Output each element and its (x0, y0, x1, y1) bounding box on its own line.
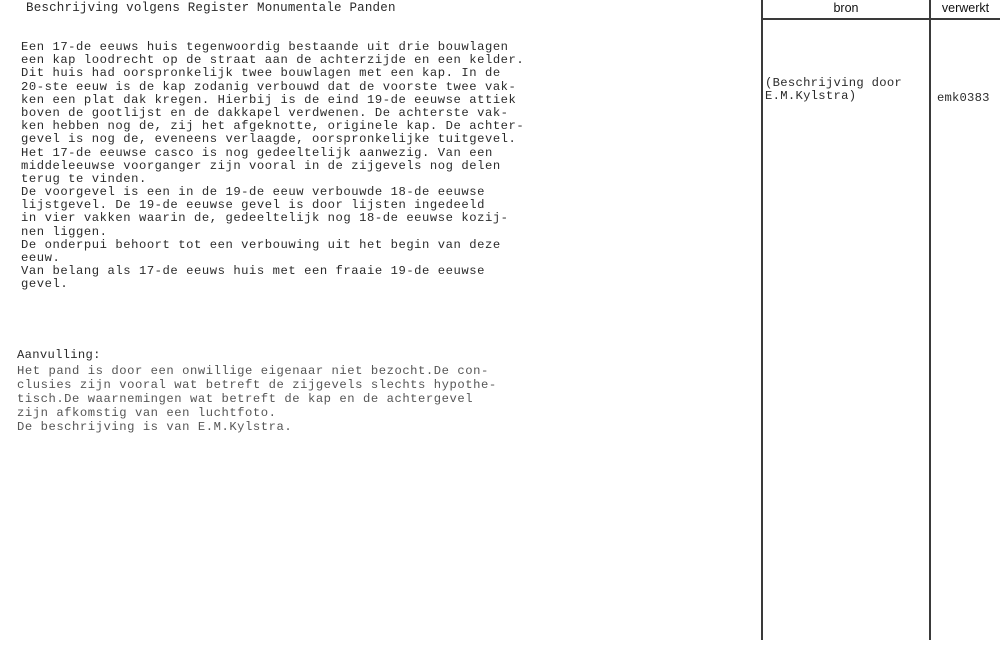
bron-line: (Beschrijving door (765, 76, 903, 90)
aanvulling-line: tisch.De waarnemingen wat betreft de kap en de achtergevel (17, 392, 474, 406)
aanvulling-line: clusies zijn vooral wat betreft de zijgevels slechts hypothe- (17, 378, 497, 392)
page-title: Beschrijving volgens Register Monumentale Panden (26, 1, 396, 15)
description-line: 20-ste eeuw is de kap zodanig verbouwd dat de voorste twee vak- (21, 79, 517, 94)
aanvulling-heading: Aanvulling: (17, 348, 101, 362)
description-line: Dit huis had oorspronkelijk twee bouwlagen met een kap. In de (21, 66, 501, 81)
description-line: gevel is nog de, eveneens verlaagde, oorspronkelijke tuitgevel. (21, 132, 517, 147)
description-line: boven de gootlijst en de dakkapel verdwenen. De achterste vak- (21, 105, 509, 120)
description-line: middeleeuwse voorganger zijn vooral in de zijgevels nog delen (21, 158, 501, 173)
verwerkt-column-header: verwerkt (941, 1, 990, 15)
bron-entry (765, 77, 902, 103)
bron-column-divider (761, 0, 763, 640)
description-line: lijstgevel. De 19-de eeuwse gevel is door lijsten ingedeeld (21, 198, 485, 213)
verwerkt-column-divider (929, 0, 931, 640)
aanvulling-line: Het pand is door een onwillige eigenaar niet bezocht.De con- (17, 364, 489, 378)
description-line: gevel. (21, 277, 69, 292)
description-line: Het 17-de eeuwse casco is nog gedeeltelijk aanwezig. Van een (21, 145, 493, 160)
description-text (21, 41, 524, 292)
aanvulling-text (17, 364, 497, 434)
bron-line: E.M.Kylstra) (765, 89, 857, 104)
description-line: in vier vakken waarin de, gedeeltelijk nog 18-de eeuwse kozij- (21, 211, 509, 226)
description-line: De onderpui behoort tot een verbouwing uit het begin van deze (21, 237, 501, 252)
description-line: eeuw. (21, 251, 61, 265)
description-line: ken een plat dak kregen. Hierbij is de eind 19-de eeuwse attiek (21, 92, 517, 107)
header-row-divider (761, 18, 1000, 20)
description-line: Een 17-de eeuws huis tegenwoordig bestaande uit drie bouwlagen (21, 40, 509, 54)
description-line: ken hebben nog de, zij het afgeknotte, originele kap. De achter- (21, 119, 525, 134)
description-line: De voorgevel is een in de 19-de eeuw verbouwde 18-de eeuwse (21, 185, 485, 200)
aanvulling-line: De beschrijving is van E.M.Kylstra. (17, 420, 293, 434)
description-line: nen liggen. (21, 224, 108, 239)
bron-column-header: bron (833, 1, 859, 15)
description-line: een kap loodrecht op de straat aan de achterzijde en een kelder. (21, 53, 525, 68)
description-line: Van belang als 17-de eeuws huis met een fraaie 19-de eeuwse (21, 264, 485, 279)
aanvulling-line: zijn afkomstig van een luchtfoto. (17, 406, 277, 420)
verwerkt-code: emk0383 (937, 91, 990, 105)
description-line: terug te vinden. (21, 171, 147, 186)
